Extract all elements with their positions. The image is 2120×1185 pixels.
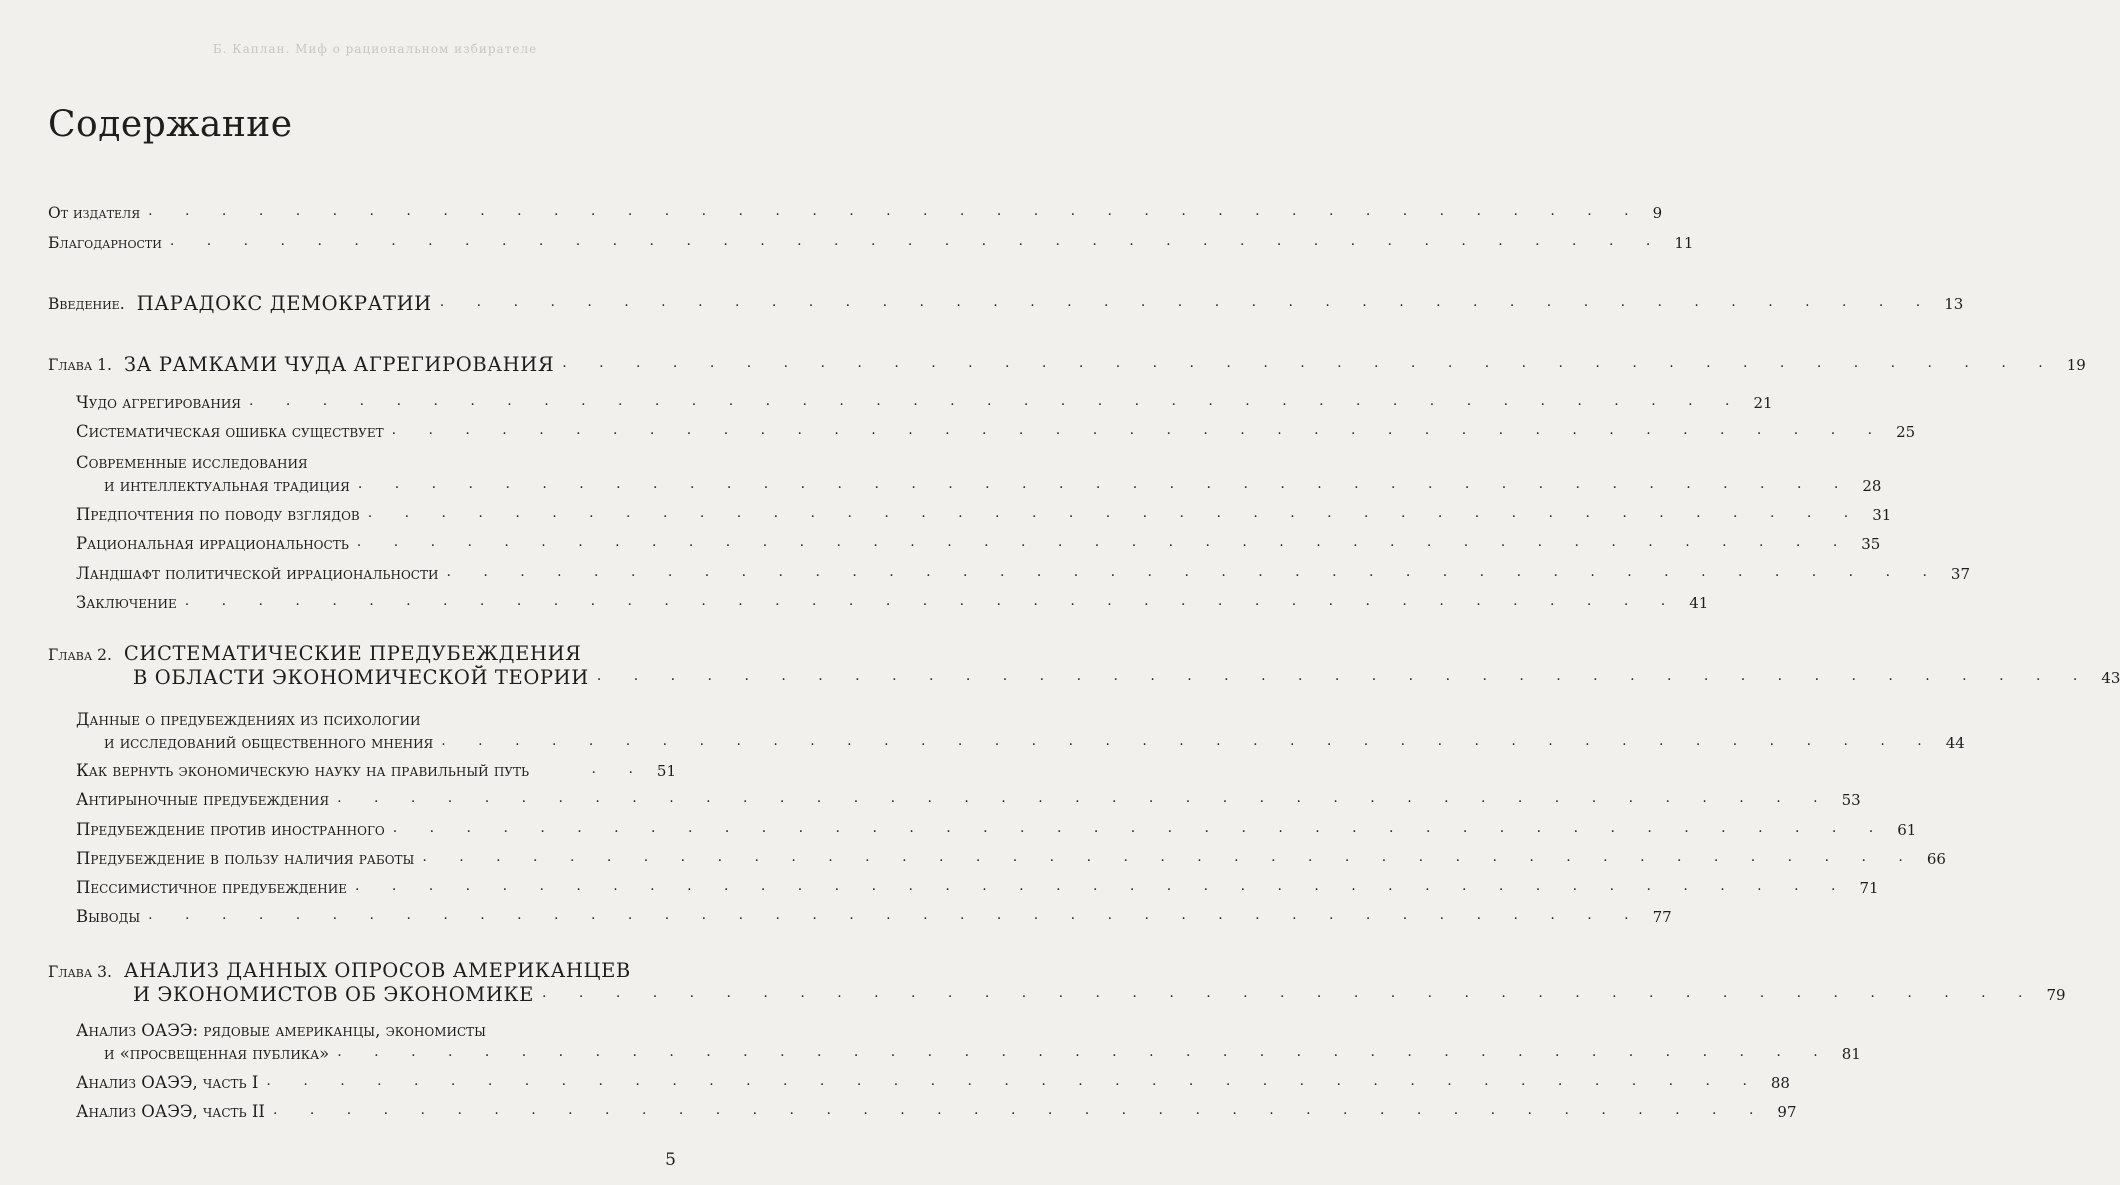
toc-entry-section [76,531,1881,557]
toc-entry-section [76,817,1917,843]
toc-entry-section [104,730,1965,756]
toc-entry-section [76,390,1773,416]
toc-entry-section [76,758,676,784]
toc-entry-prefix: Глава 3. [48,963,112,981]
dot-leader: . . . . . . . . . . . . . . . . . . . . . . . . . . . . . . . . . . . . . . . . . [422,849,1917,865]
dot-leader: . . . . . . . . . . . . . . . . . . . . . . . . . . . . . . . . . . . . . . . . . [392,820,1888,836]
toc-entry-title: Благодарности [48,234,162,252]
toc-entry-title: Анализ ОАЭЭ, часть II [76,1102,265,1121]
toc-page-number: 77 [1652,908,1672,926]
toc-entry-introduction [48,291,1964,317]
dot-leader: . . . . . . . . . . . . . . . . . . . . . . . . . . . . . . . . . . . . . . . . . [354,878,1850,894]
toc-entry-section [76,846,1946,872]
toc-entry-chapter-2-line1 [48,641,582,668]
toc-page-number: 25 [1896,423,1916,441]
toc-page-number: 28 [1862,477,1882,495]
dot-leader: . . . . . . . . . . . . . . . . . . . . . . . . . . . . . . . . . . . . . . . . . [356,534,1852,550]
toc-page-number: 79 [2046,986,2066,1004]
toc-page-number: 44 [1945,734,1965,752]
toc-entry-section [76,875,1879,901]
dot-leader: . . . . . . . . . . . . . . . . . . . . . . . . . . . . . . . . . . . . . . . . . [391,422,1887,438]
toc-page-number: 9 [1652,204,1663,222]
toc-entry-title: Предубеждение против иностранного [76,820,385,839]
toc-entry-prefix: Глава 1. [48,356,112,374]
toc-entry-title: Систематическая ошибка существует [76,422,384,441]
toc-entry-title: Как вернуть экономическую науку на правильный путь [76,761,530,780]
dot-leader: . . . . . . . . . . . . . . . . . . . . . . . . . . . . . . . . . . . . . . . . . [148,203,1643,219]
toc-entry-title-line1: Данные о предубеждениях из психологии [76,710,421,729]
toc-entry-title-line1: Анализ ОАЭЭ: рядовые американцы, экономисты [76,1021,486,1040]
toc-page-number: 51 [656,762,676,780]
toc-entry-title: Анализ ОАЭЭ, часть I [76,1073,259,1092]
toc-entry-title-line1: Современные исследования [76,453,308,472]
toc-page-number: 88 [1770,1074,1790,1092]
toc-entry-prefix: Глава 2. [48,646,112,664]
page-number: 5 [665,1150,676,1170]
toc-page-number: 21 [1753,394,1773,412]
toc-entry-title-line2: и «просвещенная публика» [104,1044,330,1063]
dot-leader: . . . . . . . . . . . . . . . . . . . . . . . . . . . . . . . . . . . . . . . . . [542,985,2037,1001]
toc-entry-title: Рациональная иррациональность [76,534,349,553]
toc-page-number: 37 [1950,565,1971,583]
toc-entry-chapter-3-line1 [48,958,631,985]
toc-page-number: 61 [1897,821,1917,839]
dot-leader: . . . . . . . . . . . . . . . . . . . . . . . . . . . . . . . . . . . . . . . . . [596,668,2092,684]
toc-entry-from-publisher [48,200,1663,226]
dot-leader: . . . . . . . . . . . . . . . . . . . . . . . . . . . . . . . . . . . . . . . . . [357,476,1853,492]
dot-leader: . . . . . . . . . . . . . . . . . . . . . . . . . . . . . . . . . . . . . . . . . [439,294,1935,310]
dot-leader: . . . . . . . . . . . . . . . . . . . . . . . . . . . . . . . . . . . . . . . . . [337,790,1832,806]
toc-entry-chapter-2 [133,665,2120,691]
toc-page-number: 11 [1674,234,1694,252]
toc-entry-chapter-3 [133,982,2066,1008]
toc-entry-title: Предубеждение в пользу наличия работы [76,849,415,868]
toc-entry-title-line2: и исследований общественного мнения [104,733,434,752]
toc-page-number: 41 [1689,594,1709,612]
dot-leader: . . . . . . . . . . . . . . . . . . . . . . . . . . . . . . . . . . . . . . . . . [272,1102,1768,1118]
toc-page-number: 53 [1841,791,1861,809]
dot-leader: . . [591,761,647,777]
toc-page-number: 66 [1926,850,1946,868]
page-title: Содержание [48,104,293,145]
dot-leader: . . . . . . . . . . . . . . . . . . . . . . . . . . . . . . . . . . . . . . . . . [169,233,1665,249]
toc-page-number: 97 [1777,1103,1797,1121]
toc-entry-acknowledgements [48,230,1694,256]
toc-entry-title: Ландшафт политической иррациональности [76,564,439,583]
toc-page-number: 13 [1944,295,1964,313]
dot-leader: . . . . . . . . . . . . . . . . . . . . . . . . . . . . . . . . . . . . . . . . . [184,593,1680,609]
toc-entry-title: Чудо агрегирования [76,393,241,412]
dot-leader: . . . . . . . . . . . . . . . . . . . . . . . . . . . . . . . . . . . . . . . . . [562,355,2057,371]
toc-entry-title: ЗА РАМКАМИ ЧУДА АГРЕГИРОВАНИЯ [123,353,555,376]
toc-entry-title-line2: В ОБЛАСТИ ЭКОНОМИЧЕСКОЙ ТЕОРИИ [133,666,589,689]
toc-entry-title: Пессимистичное предубеждение [76,878,347,897]
toc-page-number: 81 [1841,1045,1861,1063]
dot-leader: . . . . . . . . . . . . . . . . . . . . . . . . . . . . . . . . . . . . . . . . . [266,1073,1761,1089]
toc-entry-title: ПАРАДОКС ДЕМОКРАТИИ [136,292,432,315]
toc-entry-section [104,1041,1861,1067]
toc-entry-section [76,502,1892,528]
toc-entry-section [76,1099,1797,1125]
toc-page-number: 31 [1872,506,1892,524]
toc-entry-title: АНАЛИЗ ДАННЫХ ОПРОСОВ АМЕРИКАНЦЕВ [123,959,631,982]
toc-entry-chapter-1 [48,352,2086,378]
toc-entry-section [76,904,1672,930]
toc-page-number: 35 [1861,535,1881,553]
toc-entry-section [76,561,1971,587]
toc-entry-section [76,787,1861,813]
running-head-bleedthrough: Б. Каплан. Миф о рациональном избирателе [212,42,538,56]
toc-entry-prefix: Введение. [48,295,125,313]
toc-entry-title: Предпочтения по поводу взглядов [76,505,360,524]
toc-entry-title: СИСТЕМАТИЧЕСКИЕ ПРЕДУБЕЖДЕНИЯ [123,642,582,665]
toc-entry-title: Антирыночные предубеждения [76,790,330,809]
dot-leader: . . . . . . . . . . . . . . . . . . . . . . . . . . . . . . . . . . . . . . . . . [337,1044,1832,1060]
toc-entry-section [76,419,1916,445]
toc-page-number: 43 [2101,669,2120,687]
toc-entry-section [76,590,1709,616]
toc-entry-title: Заключение [76,593,177,612]
dot-leader: . . . . . . . . . . . . . . . . . . . . . . . . . . . . . . . . . . . . . . . . . [441,733,1936,749]
toc-entry-title: От издателя [48,204,141,222]
toc-entry-section [76,1070,1790,1096]
toc-entry-title-line2: и интеллектуальная традиция [104,476,350,495]
dot-leader: . . . . . . . . . . . . . . . . . . . . . . . . . . . . . . . . . . . . . . . . . [367,505,1863,521]
toc-entry-section [104,473,1882,499]
toc-page-number: 19 [2066,356,2086,374]
toc-page-number: 71 [1859,879,1879,897]
toc-entry-title-line2: И ЭКОНОМИСТОВ ОБ ЭКОНОМИКЕ [133,983,535,1006]
toc-entry-title: Выводы [76,907,141,926]
dot-leader: . . . . . . . . . . . . . . . . . . . . . . . . . . . . . . . . . . . . . . . . . [248,393,1744,409]
dot-leader: . . . . . . . . . . . . . . . . . . . . . . . . . . . . . . . . . . . . . . . . . [148,907,1643,923]
dot-leader: . . . . . . . . . . . . . . . . . . . . . . . . . . . . . . . . . . . . . . . . . [446,564,1941,580]
